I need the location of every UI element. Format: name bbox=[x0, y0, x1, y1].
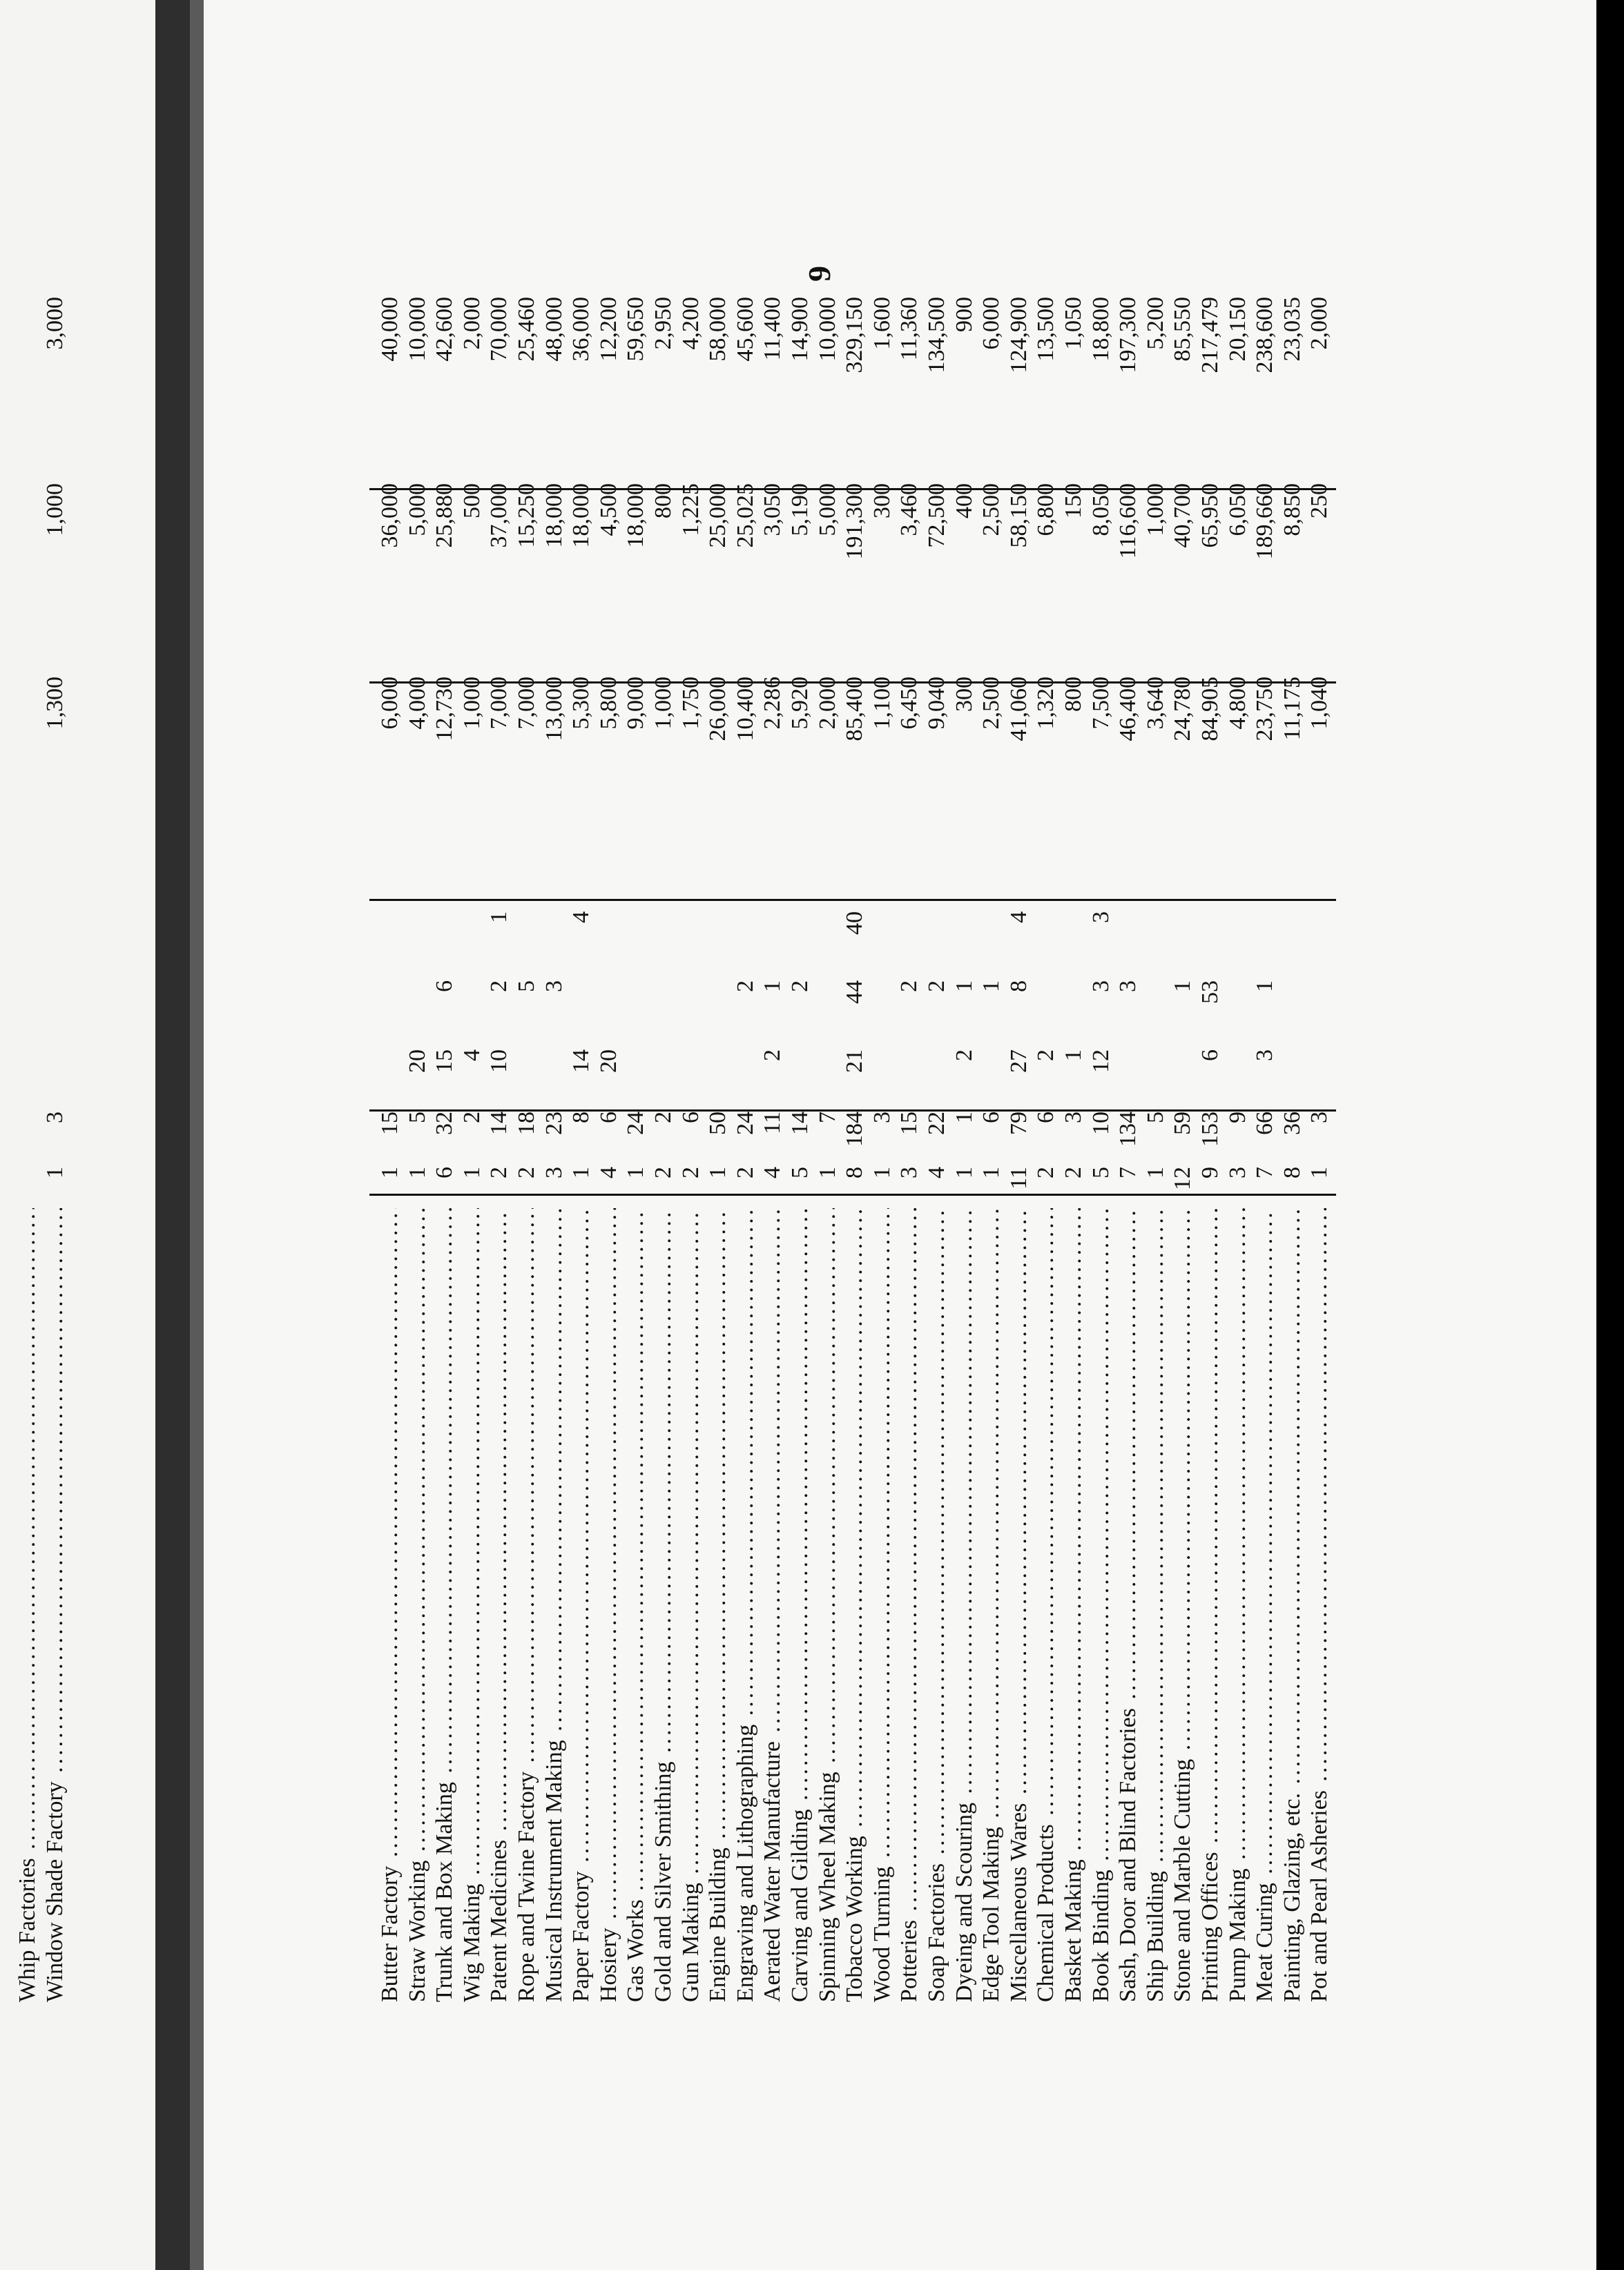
cell-c2: 5 bbox=[1142, 1112, 1168, 1123]
cell-c8: 42,600 bbox=[432, 297, 458, 362]
cell-c7: 18,000 bbox=[541, 483, 567, 548]
cell-c3: 4 bbox=[458, 1049, 485, 1061]
row-label: Ship Building ..... bbox=[1142, 1208, 1170, 2002]
cell-c4: 2 bbox=[896, 980, 922, 992]
row-label: Gas Works ..... bbox=[622, 1208, 650, 2002]
cell-c5: 3 bbox=[1088, 911, 1114, 923]
row-label: Pump Making ..... bbox=[1224, 1208, 1252, 2002]
cell-c2: 6 bbox=[1033, 1112, 1059, 1123]
cell-c4: 2 bbox=[924, 980, 949, 992]
row-label: Carving and Gilding ..... bbox=[786, 1208, 814, 2002]
cell-c7: 65,950 bbox=[1197, 483, 1223, 548]
row-label: Soap Factories ..... bbox=[923, 1208, 951, 2002]
cell-c1: 7 bbox=[1115, 1167, 1141, 1178]
row-label: Dyeing and Scouring ..... bbox=[951, 1208, 978, 2002]
cell-c7: 250 bbox=[1306, 483, 1333, 518]
cell-c7: 400 bbox=[951, 483, 977, 518]
cell-c2: 2 bbox=[458, 1112, 485, 1123]
cell-c6: 1,100 bbox=[869, 677, 895, 730]
cell-c3: 14 bbox=[568, 1049, 594, 1073]
table-row bbox=[978, 0, 1005, 2002]
cell-c6: 1,300 bbox=[42, 677, 68, 730]
document-page bbox=[204, 0, 1596, 2270]
cell-c7: 8,050 bbox=[1088, 483, 1114, 536]
cell-c8: 124,900 bbox=[1005, 297, 1032, 374]
cell-c7: 6,800 bbox=[1033, 483, 1059, 536]
row-label: Gold and Silver Smithing ..... bbox=[650, 1208, 677, 2002]
table-row bbox=[650, 0, 677, 2002]
row-label: Stone and Marble Cutting ..... bbox=[1169, 1208, 1197, 2002]
cell-c1: 1 bbox=[623, 1167, 649, 1178]
cell-c1: 1 bbox=[458, 1167, 485, 1178]
table-row bbox=[41, 0, 69, 2002]
cell-c3: 20 bbox=[595, 1049, 621, 1073]
cell-c4: 6 bbox=[432, 980, 458, 992]
cell-c7: 25,000 bbox=[705, 483, 731, 548]
cell-c3: 21 bbox=[842, 1049, 868, 1073]
cell-c8: 18,800 bbox=[1088, 297, 1114, 362]
cell-c6: 6,450 bbox=[896, 677, 922, 730]
table-row bbox=[376, 0, 404, 2002]
cell-c1: 9 bbox=[1197, 1167, 1223, 1178]
row-label: Chemical Products ..... bbox=[1032, 1208, 1060, 2002]
cell-c6: 7,000 bbox=[514, 677, 539, 730]
row-label: Miscellaneous Wares ..... bbox=[1005, 1208, 1033, 2002]
table-row bbox=[1142, 0, 1170, 2002]
cell-c7: 15,250 bbox=[514, 483, 539, 548]
row-label: Rope and Twine Factory ..... bbox=[513, 1208, 541, 2002]
cell-c2: 184 bbox=[842, 1112, 868, 1147]
cell-c2: 9 bbox=[1224, 1112, 1250, 1123]
cell-c2: 24 bbox=[623, 1112, 649, 1135]
cell-c8: 3,000 bbox=[42, 297, 68, 350]
cell-c7: 6,050 bbox=[1224, 483, 1250, 536]
row-label: Meat Curing ..... bbox=[1251, 1208, 1279, 2002]
cell-c7: 18,000 bbox=[623, 483, 649, 548]
row-label: Musical Instrument Making ..... bbox=[541, 1208, 568, 2002]
cell-c7: 150 bbox=[1061, 483, 1086, 518]
cell-c8: 70,000 bbox=[486, 297, 512, 362]
cell-c6: 5,920 bbox=[787, 677, 813, 730]
cell-c2: 22 bbox=[924, 1112, 949, 1135]
table-row bbox=[677, 0, 705, 2002]
statistics-table bbox=[328, 0, 1571, 2002]
cell-c5: 4 bbox=[568, 911, 594, 923]
cell-c8: 40,000 bbox=[377, 297, 403, 362]
table-row bbox=[732, 0, 760, 2002]
cell-c2: 36 bbox=[1279, 1112, 1305, 1135]
cell-c2: 3 bbox=[42, 1112, 68, 1123]
cell-c6: 1,040 bbox=[1306, 677, 1333, 730]
previous-page-fragment bbox=[0, 0, 155, 2270]
table-row bbox=[814, 0, 842, 2002]
table-row bbox=[1279, 0, 1306, 2002]
cell-c2: 50 bbox=[705, 1112, 731, 1135]
cell-c6: 13,000 bbox=[541, 677, 567, 741]
cell-c1: 2 bbox=[677, 1167, 704, 1178]
cell-c2: 14 bbox=[486, 1112, 512, 1135]
cell-c2: 59 bbox=[1170, 1112, 1196, 1135]
cell-c7: 1,225 bbox=[677, 483, 704, 536]
cell-c4: 2 bbox=[732, 980, 758, 992]
table-row bbox=[759, 0, 786, 2002]
cell-c5: 4 bbox=[1005, 911, 1032, 923]
cell-c3: 1 bbox=[1061, 1049, 1086, 1061]
row-label: Printing Offices ..... bbox=[1197, 1208, 1224, 2002]
cell-c6: 41,060 bbox=[1005, 677, 1032, 741]
cell-c8: 20,150 bbox=[1224, 297, 1250, 362]
cell-c8: 10,000 bbox=[814, 297, 840, 362]
cell-c6: 1,320 bbox=[1033, 677, 1059, 730]
row-label: Patent Medicines ..... bbox=[485, 1208, 513, 2002]
cell-c6: 23,750 bbox=[1252, 677, 1278, 741]
table-row bbox=[1005, 0, 1033, 2002]
table-row bbox=[485, 0, 513, 2002]
cell-c1: 1 bbox=[377, 1167, 403, 1178]
cell-c6: 9,040 bbox=[924, 677, 949, 730]
cell-c7: 300 bbox=[869, 483, 895, 518]
row-label: Butter Factory ..... bbox=[376, 1208, 404, 2002]
row-label: Book Binding ..... bbox=[1088, 1208, 1115, 2002]
cell-c2: 6 bbox=[677, 1112, 704, 1123]
cell-c8: 11,400 bbox=[760, 297, 786, 361]
cell-c3: 15 bbox=[432, 1049, 458, 1073]
cell-c3: 20 bbox=[404, 1049, 430, 1073]
row-label: Hosiery ..... bbox=[595, 1208, 623, 2002]
row-label: Wood Turning ..... bbox=[869, 1208, 896, 2002]
cell-c6: 1,000 bbox=[650, 677, 676, 730]
cell-c2: 6 bbox=[595, 1112, 621, 1123]
cell-c2: 23 bbox=[541, 1112, 567, 1135]
cell-c8: 59,650 bbox=[623, 297, 649, 362]
cell-c6: 300 bbox=[951, 677, 977, 712]
table-row bbox=[1197, 0, 1224, 2002]
cell-c4: 53 bbox=[1197, 980, 1223, 1004]
row-label: Painting, Glazing, etc. ..... bbox=[1279, 1208, 1306, 2002]
cell-c8: 900 bbox=[951, 297, 977, 332]
cell-c7: 800 bbox=[650, 483, 676, 518]
cell-c2: 1 bbox=[951, 1112, 977, 1123]
cell-c8: 1,600 bbox=[869, 297, 895, 350]
cell-c8: 58,000 bbox=[705, 297, 731, 362]
cell-c6: 10,400 bbox=[732, 677, 758, 741]
cell-c1: 2 bbox=[514, 1167, 539, 1178]
cell-c4: 3 bbox=[541, 980, 567, 992]
table-row bbox=[1224, 0, 1252, 2002]
cell-c7: 18,000 bbox=[568, 483, 594, 548]
cell-c4: 44 bbox=[842, 980, 868, 1004]
cell-c6: 26,000 bbox=[705, 677, 731, 741]
cell-c7: 25,025 bbox=[732, 483, 758, 548]
cell-c2: 3 bbox=[1306, 1112, 1333, 1123]
cell-c2: 2 bbox=[650, 1112, 676, 1123]
row-label: Straw Working ..... bbox=[404, 1208, 432, 2002]
cell-c6: 2,000 bbox=[814, 677, 840, 730]
row-label: Edge Tool Making ..... bbox=[978, 1208, 1005, 2002]
row-label: Whip Factories ..... bbox=[14, 1208, 41, 2002]
cell-c4: 2 bbox=[486, 980, 512, 992]
cell-c2: 15 bbox=[377, 1112, 403, 1135]
cell-c1: 2 bbox=[650, 1167, 676, 1178]
cell-c2: 7 bbox=[814, 1112, 840, 1123]
table-row bbox=[541, 0, 568, 2002]
cell-c8: 2,000 bbox=[1306, 297, 1333, 350]
cell-c2: 79 bbox=[1005, 1112, 1032, 1135]
table-row bbox=[1306, 0, 1333, 2002]
cell-c2: 3 bbox=[869, 1112, 895, 1123]
row-label: Wig Making ..... bbox=[458, 1208, 486, 2002]
table-row bbox=[1169, 0, 1197, 2002]
cell-c1: 8 bbox=[1279, 1167, 1305, 1178]
cell-c2: 15 bbox=[896, 1112, 922, 1135]
row-label: Tobacco Working ..... bbox=[841, 1208, 869, 2002]
row-label: Sash, Door and Blind Factories ..... bbox=[1114, 1208, 1142, 2002]
cell-c7: 4,500 bbox=[595, 483, 621, 536]
cell-c1: 8 bbox=[842, 1167, 868, 1178]
cell-c4: 5 bbox=[514, 980, 539, 992]
cell-c1: 1 bbox=[568, 1167, 594, 1178]
cell-c3: 3 bbox=[1252, 1049, 1278, 1061]
cell-c8: 2,000 bbox=[458, 297, 485, 350]
cell-c6: 800 bbox=[1061, 677, 1086, 712]
cell-c6: 85,400 bbox=[842, 677, 868, 741]
row-label: Paper Factory ..... bbox=[568, 1208, 595, 2002]
table-row bbox=[704, 0, 732, 2002]
cell-c1: 1 bbox=[1306, 1167, 1333, 1178]
cell-c6: 84,905 bbox=[1197, 677, 1223, 741]
cell-c7: 2,500 bbox=[978, 483, 1005, 536]
cell-c7: 37,000 bbox=[486, 483, 512, 548]
cell-c6: 11,175 bbox=[1279, 677, 1305, 741]
cell-c7: 5,000 bbox=[404, 483, 430, 536]
cell-c8: 48,000 bbox=[541, 297, 567, 362]
cell-c4: 1 bbox=[978, 980, 1005, 992]
table-row bbox=[869, 0, 896, 2002]
cell-c8: 329,150 bbox=[842, 297, 868, 374]
cell-c7: 189,660 bbox=[1252, 483, 1278, 560]
cell-c1: 3 bbox=[541, 1167, 567, 1178]
cell-c2: 14 bbox=[787, 1112, 813, 1135]
table-row bbox=[1114, 0, 1142, 2002]
row-label: Window Shade Factory ..... bbox=[41, 1208, 69, 2002]
cell-c6: 6,000 bbox=[377, 677, 403, 730]
cell-c7: 5,190 bbox=[787, 483, 813, 536]
cell-c8: 85,550 bbox=[1170, 297, 1196, 362]
cell-c6: 4,800 bbox=[1224, 677, 1250, 730]
previous-page-table bbox=[0, 0, 155, 2002]
cell-c8: 6,000 bbox=[978, 297, 1005, 350]
cell-c4: 1 bbox=[1252, 980, 1278, 992]
cell-c3: 6 bbox=[1197, 1049, 1223, 1061]
cell-c1: 2 bbox=[1061, 1167, 1086, 1178]
cell-c1: 3 bbox=[1224, 1167, 1250, 1178]
cell-c7: 3,050 bbox=[760, 483, 786, 536]
cell-c8: 5,200 bbox=[1142, 297, 1168, 350]
cell-c1: 12 bbox=[1170, 1167, 1196, 1190]
row-label: Trunk and Box Making ..... bbox=[431, 1208, 458, 2002]
cell-c8: 238,600 bbox=[1252, 297, 1278, 374]
cell-c4: 1 bbox=[1170, 980, 1196, 992]
cell-c1: 1 bbox=[814, 1167, 840, 1178]
row-label: Potteries ..... bbox=[896, 1208, 923, 2002]
cell-c8: 13,500 bbox=[1033, 297, 1059, 362]
cell-c6: 5,300 bbox=[568, 677, 594, 730]
table-row bbox=[568, 0, 595, 2002]
row-label: Engraving and Lithographing ..... bbox=[732, 1208, 760, 2002]
cell-c1: 1 bbox=[978, 1167, 1005, 1178]
cell-c2: 10 bbox=[1088, 1112, 1114, 1135]
cell-c7: 116,600 bbox=[1115, 483, 1141, 559]
cell-c2: 11 bbox=[760, 1112, 786, 1134]
cell-c1: 1 bbox=[42, 1167, 68, 1178]
cell-c7: 1,000 bbox=[1142, 483, 1168, 536]
cell-c8: 23,035 bbox=[1279, 297, 1305, 362]
cell-c2: 5 bbox=[404, 1112, 430, 1123]
cell-c1: 1 bbox=[705, 1167, 731, 1178]
cell-c6: 5,800 bbox=[595, 677, 621, 730]
cell-c4: 3 bbox=[1088, 980, 1114, 992]
cell-c7: 40,700 bbox=[1170, 483, 1196, 548]
cell-c3: 2 bbox=[760, 1049, 786, 1061]
cell-c6: 1,750 bbox=[677, 677, 704, 730]
cell-c7: 8,850 bbox=[1279, 483, 1305, 536]
cell-c5: 1 bbox=[486, 911, 512, 923]
cell-c4: 1 bbox=[760, 980, 786, 992]
cell-c3: 12 bbox=[1088, 1049, 1114, 1073]
cell-c4: 1 bbox=[951, 980, 977, 992]
cell-c8: 4,200 bbox=[677, 297, 704, 350]
cell-c1: 5 bbox=[1088, 1167, 1114, 1178]
row-label: Pot and Pearl Asheries ..... bbox=[1306, 1208, 1333, 2002]
cell-c4: 2 bbox=[787, 980, 813, 992]
cell-c6: 1,000 bbox=[458, 677, 485, 730]
cell-c6: 2,286 bbox=[760, 677, 786, 730]
cell-c3: 10 bbox=[486, 1049, 512, 1073]
cell-c1: 2 bbox=[1033, 1167, 1059, 1178]
cell-c8: 1,050 bbox=[1061, 297, 1086, 350]
cell-c1: 1 bbox=[951, 1167, 977, 1178]
cell-c7: 72,500 bbox=[924, 483, 949, 548]
cell-c1: 2 bbox=[732, 1167, 758, 1178]
cell-c7: 191,300 bbox=[842, 483, 868, 560]
cell-c3: 27 bbox=[1005, 1049, 1032, 1073]
cell-c7: 500 bbox=[458, 483, 485, 518]
cell-c8: 10,000 bbox=[404, 297, 430, 362]
cell-c2: 153 bbox=[1197, 1112, 1223, 1147]
cell-c1: 4 bbox=[595, 1167, 621, 1178]
cell-c7: 36,000 bbox=[377, 483, 403, 548]
page-number: 9 bbox=[802, 266, 837, 282]
table-row bbox=[14, 0, 41, 2002]
cell-c1: 5 bbox=[787, 1167, 813, 1178]
cell-c6: 46,400 bbox=[1115, 677, 1141, 741]
cell-c8: 2,950 bbox=[650, 297, 676, 350]
cell-c1: 7 bbox=[1252, 1167, 1278, 1178]
cell-c2: 24 bbox=[732, 1112, 758, 1135]
row-label: Spinning Wheel Making ..... bbox=[814, 1208, 842, 2002]
table-row bbox=[951, 0, 978, 2002]
cell-c1: 4 bbox=[924, 1167, 949, 1178]
cell-c8: 134,500 bbox=[924, 297, 949, 374]
cell-c2: 8 bbox=[568, 1112, 594, 1123]
table-row bbox=[923, 0, 951, 2002]
cell-c2: 18 bbox=[514, 1112, 539, 1135]
cell-c5: 40 bbox=[842, 911, 868, 935]
cell-c2: 134 bbox=[1115, 1112, 1141, 1147]
cell-c8: 25,460 bbox=[514, 297, 539, 362]
row-label: Engine Building ..... bbox=[704, 1208, 732, 2002]
table-row bbox=[622, 0, 650, 2002]
cell-c2: 6 bbox=[978, 1112, 1005, 1123]
table-row bbox=[595, 0, 623, 2002]
table-row bbox=[458, 0, 486, 2002]
cell-c1: 1 bbox=[404, 1167, 430, 1178]
cell-c2: 66 bbox=[1252, 1112, 1278, 1135]
table-row bbox=[1032, 0, 1060, 2002]
table-row bbox=[841, 0, 869, 2002]
cell-c1: 4 bbox=[760, 1167, 786, 1178]
table-row bbox=[513, 0, 541, 2002]
table-row bbox=[1251, 0, 1279, 2002]
cell-c7: 3,460 bbox=[896, 483, 922, 536]
cell-c4: 3 bbox=[1115, 980, 1141, 992]
table-row bbox=[1088, 0, 1115, 2002]
cell-c8: 197,300 bbox=[1115, 297, 1141, 374]
cell-c7: 5,000 bbox=[814, 483, 840, 536]
cell-c4: 8 bbox=[1005, 980, 1032, 992]
cell-c7: 25,880 bbox=[432, 483, 458, 548]
cell-c2: 3 bbox=[1061, 1112, 1086, 1123]
cell-c8: 45,600 bbox=[732, 297, 758, 362]
cell-c6: 2,500 bbox=[978, 677, 1005, 730]
row-label: Basket Making ..... bbox=[1060, 1208, 1088, 2002]
cell-c6: 7,000 bbox=[486, 677, 512, 730]
cell-c8: 217,479 bbox=[1197, 297, 1223, 374]
cell-c7: 1,000 bbox=[42, 483, 68, 536]
cell-c1: 1 bbox=[1142, 1167, 1168, 1178]
cell-c1: 6 bbox=[432, 1167, 458, 1178]
cell-c1: 11 bbox=[1005, 1167, 1032, 1190]
table-row bbox=[786, 0, 814, 2002]
cell-c1: 1 bbox=[869, 1167, 895, 1178]
cell-c2: 32 bbox=[432, 1112, 458, 1135]
row-label: Gun Making ..... bbox=[677, 1208, 705, 2002]
cell-c6: 24,780 bbox=[1170, 677, 1196, 741]
cell-c6: 9,000 bbox=[623, 677, 649, 730]
cell-c8: 12,200 bbox=[595, 297, 621, 362]
table-row bbox=[431, 0, 458, 2002]
cell-c8: 14,900 bbox=[787, 297, 813, 362]
cell-c3: 2 bbox=[951, 1049, 977, 1061]
cell-c6: 12,730 bbox=[432, 677, 458, 741]
cell-c3: 2 bbox=[1033, 1049, 1059, 1061]
cell-c7: 58,150 bbox=[1005, 483, 1032, 548]
cell-c1: 2 bbox=[486, 1167, 512, 1178]
table-row bbox=[1060, 0, 1088, 2002]
cell-c8: 11,360 bbox=[896, 297, 922, 361]
book-gutter-edge bbox=[190, 0, 204, 2270]
cell-c8: 36,000 bbox=[568, 297, 594, 362]
cell-c6: 7,500 bbox=[1088, 677, 1114, 730]
cell-c1: 3 bbox=[896, 1167, 922, 1178]
cell-c6: 3,640 bbox=[1142, 677, 1168, 730]
cell-c6: 4,000 bbox=[404, 677, 430, 730]
table-row bbox=[404, 0, 432, 2002]
book-gutter bbox=[155, 0, 190, 2270]
table-row bbox=[896, 0, 923, 2002]
row-label: Aerated Water Manufacture ..... bbox=[759, 1208, 786, 2002]
